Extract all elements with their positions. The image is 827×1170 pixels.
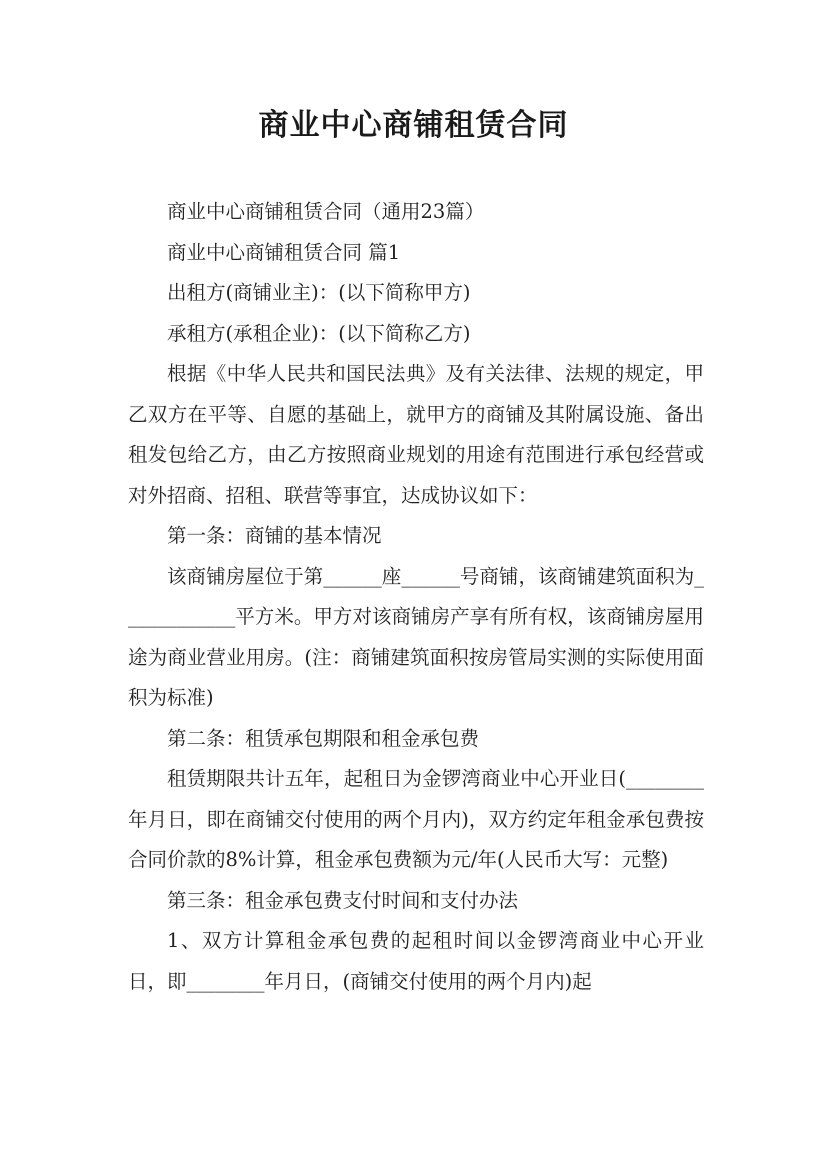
paragraph-heading-part-1: 商业中心商铺租赁合同 篇1 [167,240,401,264]
paragraph-article-1-heading: 第一条：商铺的基本情况 [167,524,382,547]
document-body [128,192,704,1002]
paragraph-preamble: 根据《中华人民共和国民法典》及有关法律、法规的规定，甲乙双方在平等、自愿的基础上，就甲方的商铺及其附属设施、备出租发包给乙方，由乙方按照商业规划的用途有范围进行承包经营或对外招商、招租、联营等事宜，达成协议如下： [128,362,704,507]
paragraph-lessor: 出租方(商铺业主)：(以下简称甲方) [167,281,471,304]
document-title: 商业中心商铺租赁合同 [258,108,569,143]
paragraph-article-2-heading: 第二条：租赁承包期限和租金承包费 [167,726,480,750]
paragraph-heading-collection: 商业中心商铺租赁合同（通用23篇） [167,200,485,223]
paragraph-article-1-body: 该商铺房屋位于第______座______号商铺，该商铺建筑面积为____________平方米。甲方对该商铺房产享有所有权，该商铺房屋用途为商业营业用房。(注：商铺建筑面积按房管局实测的实际使用面积为标准) [128,564,704,709]
paragraph-article-2-body: 租赁期限共计五年，起租日为金锣湾商业中心开业日(________年月日，即在商铺交付使用的两个月内)，双方约定年租金承包费按合同价款的8%计算，租金承包费额为元/年(人民币大写：元整) [128,767,704,871]
paragraph-article-3-heading: 第三条：租金承包费支付时间和支付办法 [167,888,519,912]
paragraph-lessee: 承租方(承租企业)：(以下简称乙方) [167,321,471,345]
paragraph-article-3-item-1: 1、双方计算租金承包费的起租时间以金锣湾商业中心开业日，即________年月日，(商铺交付使用的两个月内)起 [128,929,704,993]
